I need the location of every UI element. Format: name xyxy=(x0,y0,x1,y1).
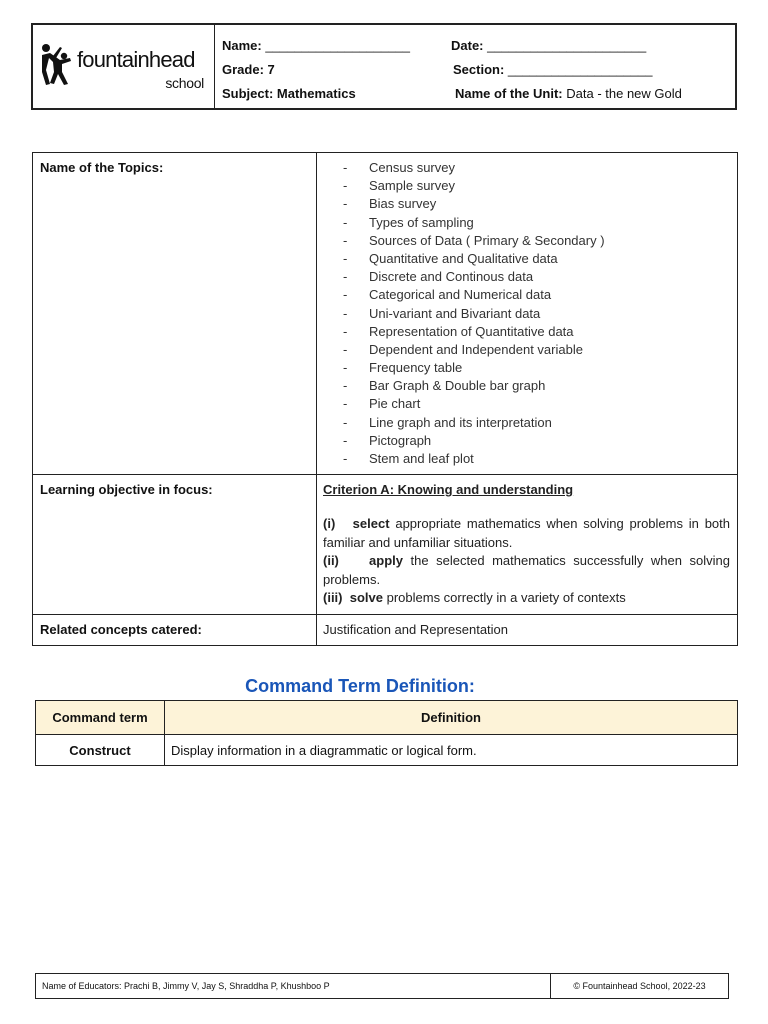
related-label: Related concepts catered: xyxy=(33,614,317,645)
command-definition: Display information in a diagrammatic or logical form. xyxy=(165,735,738,766)
bullet-dash: - xyxy=(343,250,348,266)
table-row xyxy=(36,735,738,766)
related-row xyxy=(33,614,738,645)
unit-value: Data - the new Gold xyxy=(566,86,682,101)
topic-text: Pie chart xyxy=(369,396,421,412)
command-term-title: Command Term Definition: xyxy=(245,676,475,696)
list-item xyxy=(317,432,737,450)
student-info xyxy=(215,25,735,108)
family-logo-icon xyxy=(40,42,76,86)
col-command-term: Command term xyxy=(36,701,165,735)
educators-credit: Name of Educators: Prachi B, Jimmy V, Jay S, Shraddha P, Khushboo P xyxy=(36,974,551,998)
bullet-dash: - xyxy=(343,214,348,230)
footer xyxy=(35,973,729,999)
objective-iii-text: problems correctly in a variety of contexts xyxy=(382,590,626,606)
subject-value: Mathematics xyxy=(276,86,356,101)
objective-ii-number: (ii) xyxy=(323,553,339,569)
bullet-dash: - xyxy=(343,160,348,175)
name-field xyxy=(222,38,410,53)
list-item xyxy=(317,341,737,359)
unit-field xyxy=(455,86,682,101)
command-term: Construct xyxy=(36,735,165,766)
list-item xyxy=(317,214,737,232)
bullet-dash: - xyxy=(343,414,348,430)
header-box xyxy=(31,23,737,110)
topic-text: Bar Graph & Double bar graph xyxy=(369,378,546,394)
subject-label: Subject: xyxy=(222,86,274,101)
list-item xyxy=(317,177,737,195)
list-item xyxy=(317,195,737,213)
logo-sub: school xyxy=(165,75,204,91)
logo xyxy=(33,25,215,108)
bullet-dash: - xyxy=(343,378,348,394)
date-field xyxy=(451,38,646,53)
topic-text: Pictograph xyxy=(369,432,432,448)
objective-iii-number: (iii) xyxy=(323,590,343,606)
objective-i-number: (i) xyxy=(323,516,336,532)
section-value: ____________________ xyxy=(507,62,653,77)
objective-iii-verb: solve xyxy=(349,590,383,606)
objective-item-i xyxy=(323,515,730,552)
logo-brand: fountainhead xyxy=(77,47,195,72)
list-item xyxy=(317,268,737,286)
objective-ii-verb: apply xyxy=(369,553,403,569)
topic-text: Bias survey xyxy=(369,196,437,212)
list-item xyxy=(317,305,737,323)
topics-label: Name of the Topics: xyxy=(33,153,317,475)
section-field xyxy=(453,62,653,77)
topic-text: Representation of Quantitative data xyxy=(369,323,574,339)
criterion-heading: Criterion A: Knowing and understanding xyxy=(323,482,574,498)
related-value: Justification and Representation xyxy=(317,614,738,645)
list-item xyxy=(317,286,737,304)
objective-i-text: appropriate mathematics when solving problems in both familiar and unfamiliar situations. xyxy=(323,516,730,550)
unit-details-table xyxy=(32,152,738,646)
topics-row xyxy=(33,153,738,475)
bullet-dash: - xyxy=(343,432,348,448)
list-item xyxy=(317,395,737,413)
command-table-header xyxy=(36,701,738,735)
name-label: Name: xyxy=(222,38,262,53)
bullet-dash: - xyxy=(343,341,348,357)
topic-text: Line graph and its interpretation xyxy=(369,414,552,430)
list-item xyxy=(317,450,737,468)
section-label: Section: xyxy=(453,62,505,77)
unit-label: Name of the Unit: xyxy=(455,86,563,101)
list-item xyxy=(317,159,737,177)
name-value: ____________________ xyxy=(265,38,410,53)
col-definition: Definition xyxy=(165,701,738,735)
bullet-dash: - xyxy=(343,178,348,194)
objective-i-verb: select xyxy=(352,516,390,532)
list-item xyxy=(317,250,737,268)
topic-text: Census survey xyxy=(369,160,455,175)
list-item xyxy=(317,323,737,341)
topic-text: Types of sampling xyxy=(369,214,474,230)
grade-label: Grade: xyxy=(222,62,264,77)
objective-ii-text: the selected mathematics successfully when solving problems. xyxy=(323,553,730,587)
topic-text: Quantitative and Qualitative data xyxy=(369,250,558,266)
date-value: ______________________ xyxy=(487,38,647,53)
bullet-dash: - xyxy=(343,360,348,376)
objective-content xyxy=(317,475,738,615)
bullet-dash: - xyxy=(343,451,348,466)
bullet-dash: - xyxy=(343,287,348,303)
list-item xyxy=(317,377,737,395)
topic-text: Dependent and Independent variable xyxy=(369,341,583,357)
command-term-table xyxy=(35,700,738,766)
objective-item-iii xyxy=(323,589,730,608)
topic-text: Uni-variant and Bivariant data xyxy=(369,305,541,321)
topics-list xyxy=(317,153,738,475)
list-item xyxy=(317,232,737,250)
bullet-dash: - xyxy=(343,396,348,412)
list-item xyxy=(317,414,737,432)
topic-text: Sources of Data ( Primary & Secondary ) xyxy=(369,232,605,248)
objective-label: Learning objective in focus: xyxy=(33,475,317,615)
bullet-dash: - xyxy=(343,196,348,212)
subject-field xyxy=(222,86,356,101)
topic-text: Discrete and Continous data xyxy=(369,269,534,285)
topic-text: Stem and leaf plot xyxy=(369,451,474,466)
date-label: Date: xyxy=(451,38,484,53)
grade-value: 7 xyxy=(267,62,275,77)
bullet-dash: - xyxy=(343,269,348,285)
copyright: © Fountainhead School, 2022-23 xyxy=(573,981,706,991)
bullet-dash: - xyxy=(343,232,348,248)
objective-item-ii xyxy=(323,552,730,589)
bullet-dash: - xyxy=(343,323,348,339)
grade-field xyxy=(222,62,275,77)
topic-text: Frequency table xyxy=(369,360,463,376)
topic-text: Sample survey xyxy=(369,178,455,194)
topic-text: Categorical and Numerical data xyxy=(369,287,552,303)
bullet-dash: - xyxy=(343,305,348,321)
list-item xyxy=(317,359,737,377)
objective-row xyxy=(33,475,738,615)
